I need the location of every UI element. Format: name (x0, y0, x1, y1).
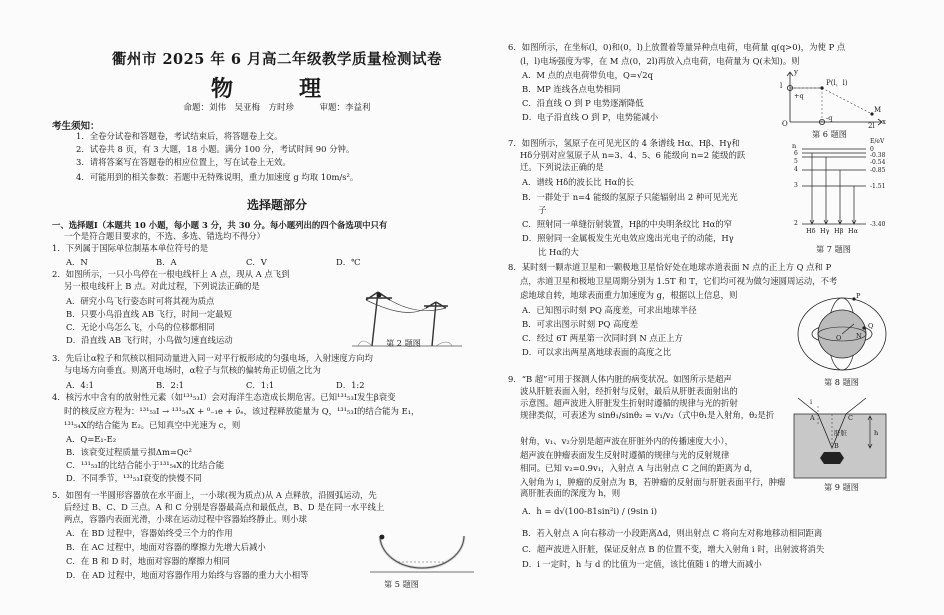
q8-option-c[interactable]: C．经过 6T 两星第一次同时到 N 点正上方 (522, 333, 683, 343)
q6-caption: 第 6 题图 (812, 129, 847, 139)
q9-stem: 相同。已知 v₂=0.9v₁，入射点 A 与出射点 C 之间的距离为 d， (520, 463, 758, 473)
q6-label-x: x (882, 118, 886, 126)
q6-label-m: M (874, 106, 882, 114)
q7-option-d-cont: 比 Hα的大 (538, 247, 579, 257)
q3-option-a[interactable]: A．4:1 (66, 380, 94, 390)
q8-label-p: P (856, 292, 861, 300)
q4-option-b[interactable]: B．该衰变过程质量亏损Δm=Qc² (66, 447, 192, 457)
q5-stem: 5．如图有一半圆形容器放在水平面上，一小球(视为质点)从 A 点释放，沿圆弧运动，先 (52, 490, 377, 500)
q2-caption: 第 2 题图 (386, 338, 421, 348)
q3-stem: 与电场方向垂直。则离开电场时，α粒子与氘核的偏转角正切值之比为 (64, 365, 321, 375)
q3-option-d[interactable]: D．1:2 (336, 380, 365, 390)
q6-label-minus-q: -q (826, 114, 833, 122)
q4-stem: ¹³¹₅₄X的结合能为 E₂。已知真空中光速为 c，则 (64, 420, 241, 430)
q9-option-a[interactable]: A．h = d√(100-81sin²i) / (9sin i) (522, 506, 657, 516)
q7-e-038: -0.38 (870, 152, 886, 159)
q7-n3: 3 (794, 182, 798, 189)
q7-line-hgamma: Hγ (820, 227, 830, 235)
q2-stem: 另一根电线杆上 B 点。对此过程，下列说法正确的是 (64, 281, 260, 291)
q7-option-d[interactable]: D．照射同一金属板发生光电效应逸出光电子的动能，Hγ (522, 233, 734, 243)
q6-stem: 6．如图所示，在坐标(l，0)和(0，l)上放置着等量异种点电荷，电荷量 q(q>0)，为使 P 点 (508, 42, 846, 52)
q7-e-085: -0.85 (870, 167, 886, 174)
q9-stem: 超声波在肿瘤表面发生反射时遵循的规律与光的反射规律 (520, 450, 730, 460)
q5-option-c[interactable]: C．在 B 和 D 时，地面对容器的摩擦力相同 (66, 556, 230, 566)
q7-n2: 2 (794, 220, 798, 227)
q9-figure (792, 396, 888, 480)
q3-option-c[interactable]: C．1:1 (246, 380, 275, 390)
q9-option-c[interactable]: C．超声波进入肝脏，保证反射点 B 的位置不变，增大入射角 i 时，出射波将消失 (522, 544, 825, 554)
q5-caption: 第 5 题图 (384, 579, 419, 589)
q9-caption: 第 9 题图 (824, 482, 859, 492)
q2-stem: 2．如图所示，一只小鸟停在一根电线杆上 A 点，现从 A 点飞到 (52, 269, 290, 279)
q1-stem: 1．下列属于国际单位制基本单位符号的是 (52, 243, 209, 253)
q9-label-a: A (810, 414, 815, 422)
q7-option-c[interactable]: C．照射同一单缝衍射装置，Hβ的中央明条纹比 Hα的窄 (522, 219, 733, 229)
notice-item: 4．可能用到的相关参数：若题中无特殊说明，重力加速度 g 均取 10m/s²。 (76, 172, 359, 182)
q7-line-hdelta: Hδ (806, 227, 816, 235)
part1-heading: 一、选择题Ⅰ（本题共 10 小题，每小题 3 分，共 30 分。每小题列出的四个备选项中只有 (52, 220, 388, 230)
q6-label-y: y (794, 68, 798, 76)
part1-heading-2: 一个是符合题目要求的，不选、多选、错选均不得分） (64, 231, 265, 241)
q8-stem: 虑地球自转，地球表面重力加速度为 g，根据以上信息，则 (520, 290, 738, 300)
q8-label-q: Q (868, 322, 874, 330)
q2-option-c[interactable]: C．无论小鸟怎么飞，小鸟的位移都相同 (66, 322, 215, 332)
q1-option-a[interactable]: A．N (66, 257, 88, 267)
q7-stem: 7．如图所示，氢原子在可见光区的 4 条谱线 Hα、Hβ、Hγ和 (508, 138, 740, 148)
q4-stem: 时的核反应方程为：¹³¹₅₃I → ¹³¹₅₄X + ⁰₋₁e + ν̄ₑ，该过程释放能量为 Q，¹³¹₅₃I的结合能为 E₁， (64, 406, 420, 416)
q3-options (66, 379, 426, 391)
q5-stem: 后经过 B、C、D 三点。A 和 C 分别是容器最高点和最低点，B、D 是在同一水平线上 (64, 502, 385, 512)
q4-option-d[interactable]: D．不同季节，¹³¹₅₃I衰变的快慢不同 (66, 473, 202, 483)
q9-stem: 9．“B 超”可用于探测人体内脏的病变状况。如图所示是超声 (508, 374, 732, 384)
q3-option-b[interactable]: B．2:1 (156, 380, 185, 390)
q6-label-o: O (782, 120, 788, 128)
q2-option-d[interactable]: D．沿直线 AB 飞行时，小鸟做匀速直线运动 (66, 335, 233, 345)
q6-label-l: l (780, 82, 783, 90)
q3-stem: 3．先后让α粒子和氘核以相同动量进入同一对平行板形成的匀强电场，入射速度方向均 (52, 353, 373, 363)
q7-n4: 4 (794, 166, 798, 173)
subject-title: 物 理 (210, 76, 343, 102)
q7-option-b-cont: 子 (538, 205, 547, 215)
q9-stem: 波从肝脏表面入射，经折射与反射，最后从肝脏表面射出的 (520, 386, 738, 396)
q1-options (66, 256, 426, 268)
q7-stem: Hδ分别对应氢原子从 n=3、4、5、6 能级向 n=2 能级的跃 (520, 150, 746, 160)
q9-stem: 规律类似，可表述为 sinθ₁/sinθ₂ = v₁/v₂（式中θ₁是入射角，θ₂是折 (520, 410, 775, 420)
q9-option-d[interactable]: D．i 一定时，h 与 d 的比值为一定值，该比值随 i 的增大而减小 (522, 559, 762, 569)
q8-label-n: N (856, 332, 862, 340)
q9-label-i: i (810, 398, 813, 406)
q7-option-b[interactable]: B．一群处于 n=4 能级的氢原子只能辐射出 2 种可见光光 (522, 192, 738, 202)
q7-line-hbeta: Hβ (834, 227, 844, 235)
exam-title: 衢州市 2025 年 6 月高二年级教学质量检测试卷 (111, 51, 443, 68)
q7-line-halpha: Hα (848, 227, 859, 235)
q8-option-a[interactable]: A．已知图示时刻 PQ 高度差，可求出地球半径 (522, 305, 697, 315)
notice-heading: 考生须知： (52, 121, 100, 132)
q7-e-054: -0.54 (870, 159, 886, 166)
q6-stem: (l，l)电场强度为零，在 M 点(0，2l)再放入点电荷，电荷量为 Q(未知)。则 (520, 56, 800, 66)
q4-option-a[interactable]: A．Q=E₁-E₂ (66, 434, 117, 444)
q8-label-o: O (836, 334, 842, 342)
notice-item: 2．试卷共 8 页，有 3 大题，18 小题。满分 100 分，考试时间 90 分钟。 (76, 144, 355, 154)
q2-option-b[interactable]: B．只要小鸟沿直线 AB 飞行，时间一定最短 (66, 309, 233, 319)
q1-option-d[interactable]: D．℃ (336, 257, 361, 267)
q8-stem: 点，赤道卫星和极地卫星周期分别为 1.5T 和 T，它们均可视为做匀速圆周运动，不考 (520, 276, 838, 286)
q7-stem: 迁。下列说法正确的是 (520, 162, 604, 172)
q7-e-340: -3.40 (870, 221, 886, 228)
q7-e-0: 0 (870, 146, 874, 153)
notice-item: 3．请将答案写在答题卷的相应位置上，写在试卷上无效。 (76, 157, 291, 167)
q5-option-d[interactable]: D．在 AD 过程中，地面对容器作用力始终与容器的重力大小相等 (66, 570, 309, 580)
q5-option-b[interactable]: B．在 AC 过程中，地面对容器的摩擦力先增大后减小 (66, 542, 266, 552)
q8-caption: 第 8 题图 (824, 377, 859, 387)
authors-line: 命题：刘伟 吴亚梅 方时珍 审题：李益利 (183, 103, 371, 113)
q9-option-b[interactable]: B．若入射点 A 向右移动一小段距离Δd，则出射点 C 将向左对称地移动相同距离 (522, 528, 823, 538)
section-title: 选择题部分 (246, 198, 307, 212)
q6-label-2l: 2l (868, 122, 875, 130)
q6-label-plus-q: +q (794, 92, 804, 100)
q8-option-d[interactable]: D．可以求出两星离地球表面的高度之比 (522, 347, 672, 357)
q2-option-a[interactable]: A．研究小鸟飞行姿态时可将其视为质点 (66, 296, 215, 306)
q1-option-b[interactable]: B．A (156, 257, 177, 267)
q6-figure (778, 70, 888, 128)
q5-stem: 两点，容器内表面光滑，小球在运动过程中容器始终静止。则小球 (64, 514, 307, 524)
q9-stem: 入射角为 i，肿瘤的反射点为 B，若肿瘤的反射面与肝脏表面平行，肿瘤离肝脏表面的深度为 h，则 (520, 477, 786, 498)
q7-n6: 6 (794, 150, 798, 157)
q9-label-b: B (834, 442, 839, 450)
q7-option-a[interactable]: A．谱线 Hδ的波长比 Hα的长 (522, 177, 635, 187)
q9-stem: 射角，v₁、v₂分别是超声波在肝脏外内的传播速度大小）， (520, 436, 733, 446)
notice-item: 1．全卷分试卷和答题卷，考试结束后，将答题卷上交。 (76, 131, 283, 141)
q7-e-151: -1.51 (870, 183, 886, 190)
q7-energy-diagram (788, 140, 898, 236)
q8-option-b[interactable]: B．可求出图示时刻 PQ 高度差 (522, 319, 639, 329)
q7-n-label: n (792, 142, 797, 150)
q6-option-a[interactable]: A．M 点的点电荷带负电，Q=√2q (522, 70, 653, 80)
q9-label-h: h (874, 429, 879, 437)
q6-option-d[interactable]: D．电子沿直线 O 到 P，电势能减小 (522, 112, 659, 122)
q8-stem: 8．某时刻一颗赤道卫星和一颗极地卫星恰好处在地球赤道表面 N 点的正上方 Q 点和 P (508, 262, 832, 272)
q6-option-c[interactable]: C．沿直线 O 到 P 电势逐渐降低 (522, 98, 644, 108)
q7-n5: 5 (794, 158, 798, 165)
q9-stem: 示意图。超声波进入肝脏发生折射时遵循的规律与光的折射 (520, 398, 738, 408)
q6-option-b[interactable]: B．MP 连线各点电势相同 (522, 84, 621, 94)
q7-caption: 第 7 题图 (816, 244, 851, 254)
q1-option-c[interactable]: C．V (246, 257, 267, 267)
q4-stem: 4．核污水中含有的放射性元素（如¹³¹₅₃I）会对海洋生态造成长期危害。已知¹³¹₅₃I发生β衰变 (52, 392, 396, 402)
q4-option-c[interactable]: C．¹³¹₅₃I的比结合能小于¹³¹₅₄X的比结合能 (66, 460, 225, 470)
q6-label-p: P(l，l) (826, 79, 848, 87)
q7-unit: E/eV (870, 138, 885, 145)
q5-figure (370, 532, 474, 576)
q5-option-a[interactable]: A．在 BD 过程中，容器始终受三个力的作用 (66, 528, 233, 538)
q9-label-c: C (848, 414, 853, 422)
q9-label-liver: 肝脏 (834, 429, 847, 437)
q8-figure (794, 292, 890, 374)
